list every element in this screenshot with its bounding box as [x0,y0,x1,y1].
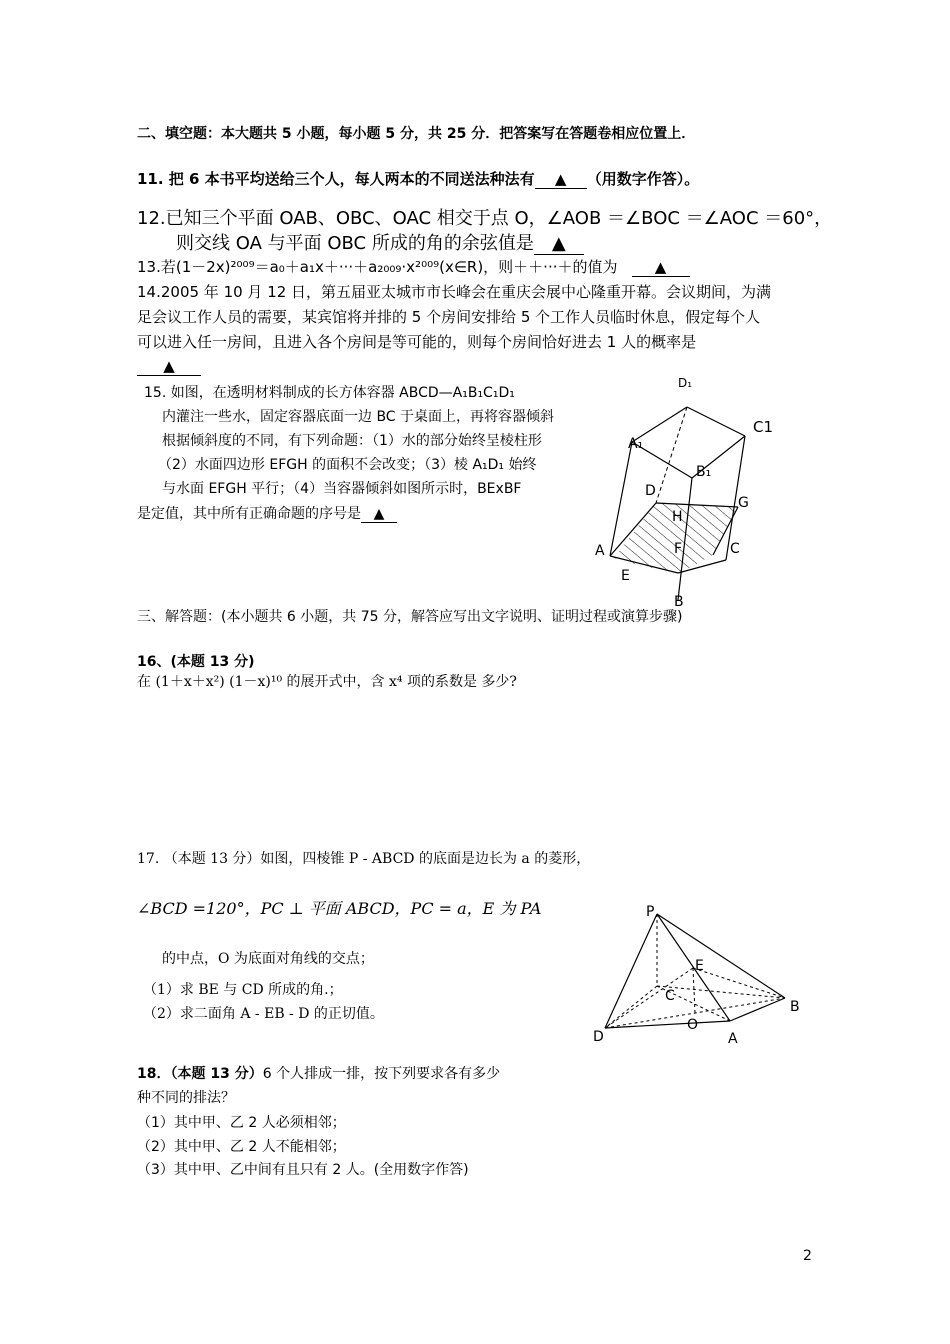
q15-answer-blank: ▲ [361,506,397,523]
label-E: E [695,958,704,974]
question-14-answer [137,357,201,376]
label-B: B [790,999,800,1015]
label-O: O [687,1017,699,1033]
label-E: E [621,568,630,584]
section3-heading: 三、解答题：(本小题共 6 小题，共 75 分，解答应写出文字说明、证明过程或演算步骤) [137,609,683,625]
label-P: P [646,904,655,920]
label-B: B [674,594,684,610]
question-17-line1: 17. （本题 13 分）如图，四棱锥 P - ABCD 的底面是边长为 a 的菱形， [137,851,591,867]
q18-text: 6 个人排成一排，按下列要求各有多少 [262,1066,501,1082]
q15-container-figure [590,370,790,610]
q12-answer-blank: ▲ [534,233,584,255]
label-A1: A₁ [628,436,644,452]
question-18-line2: 种不同的排法？ [137,1090,235,1106]
question-15-line5: 与水面 EFGH 平行；（4）当容器倾斜如图所示时，BExBF [162,481,522,497]
q13-text: 13.若(1－2x)²⁰⁰⁹＝a₀＋a₁x＋···＋a₂₀₀₉·x²⁰⁰⁹(x∈R)，则＋＋···＋的值为 [137,258,618,276]
question-15-line6 [137,503,397,523]
label-D1: D₁ [678,376,693,390]
question-12-line1: 12.已知三个平面 OAB、OBC、OAC 相交于点 O，∠AOB ＝∠BOC ＝∠AOC ＝60°， [137,208,833,229]
hidden-edge-D1-D [656,407,687,503]
question-18-line4: （2）其中甲、乙 2 人不能相邻； [137,1139,346,1155]
edge-P-A [657,914,730,1021]
label-H: H [672,509,683,525]
hidden-edge-E-O [693,968,695,1013]
q11-text-tail: （用数字作答）。 [586,170,700,188]
question-17-line5: （2）求二面角 A - EB - D 的正切值。 [143,1006,384,1022]
question-18-line1 [137,1063,500,1083]
question-18-line3: （1）其中甲、乙 2 人必须相邻； [137,1115,346,1131]
hidden-edge-C-B [657,986,785,998]
q13-answer-blank: ▲ [632,258,690,277]
q12-text: 则交线 OA 与平面 OBC 所成的角的余弦值是 [176,233,534,254]
q11-text: 把 6 本书平均送给三个人，每人两本的不同送法种法有 [163,170,535,188]
question-16-text: 在 (1＋x＋x²) (1－x)¹⁰ 的展开式中，含 x⁴ 项的系数是 多少? [137,674,517,690]
page-number: 2 [803,1248,812,1264]
edge-P-D [605,914,657,1028]
question-17-line3: 的中点，O 为底面对角线的交点； [162,951,374,967]
label-G: G [738,495,749,511]
question-15-line3: 根据倾斜度的不同，有下列命题：（1）水的部分始终呈棱柱形 [162,433,542,449]
label-D: D [593,1029,604,1045]
q18-title: 18．（本题 13 分） [137,1066,263,1082]
label-A: A [728,1031,738,1047]
label-F: F [674,541,683,557]
question-14-line2: 足会议工作人员的需要，某宾馆将并排的 5 个房间安排给 5 个工作人员临时休息，假定每个人 [137,308,761,326]
label-D: D [645,483,656,499]
section2-heading: 二、填空题：本大题共 5 小题，每小题 5 分，共 25 分．把答案写在答题卷相应位置上． [137,126,696,142]
question-16-title: 16、(本题 13 分) [137,654,255,670]
question-17-line2: ∠BCD =120°，PC ⊥ 平面 ABCD，PC = a，E 为 PA [137,899,542,918]
q14-answer-blank: ▲ [137,357,201,376]
question-15-line2: 内灌注一些水，固定容器底面一边 BC 于桌面上，再将容器倾斜 [162,409,555,425]
label-B1: B₁ [696,464,712,480]
question-15-line1: 15. 如图，在透明材料制成的长方体容器 ABCD—A₁B₁C₁D₁ [144,385,515,401]
question-15-line4: （2）水面四边形 EFGH 的面积不会改变；（3）棱 A₁D₁ 始终 [158,457,537,473]
question-14-line1: 14.2005 年 10 月 12 日，第五届亚太城市市长峰会在重庆会展中心隆重开幕。会议期间，为满 [137,283,772,301]
label-C1: C1 [753,418,774,436]
question-12-line2 [176,229,584,255]
edge-D1-C1 [687,407,745,436]
q11-number: 11. [137,170,164,188]
q17-pyramid-figure [585,898,815,1048]
question-11 [137,168,699,189]
q15-text: 是定值，其中所有正确命题的序号是 [137,506,361,522]
question-14-line3: 可以进入任一房间，且进入各个房间是等可能的，则每个房间恰好进去 1 人的概率是 [137,333,697,351]
label-A: A [595,543,605,559]
label-C: C [730,541,740,557]
question-17-line4: （1）求 BE 与 CD 所成的角.； [143,982,343,998]
hidden-edge-E-B [693,968,785,998]
hidden-edge-C-D [605,986,657,1028]
question-13 [137,256,690,277]
label-C: C [665,988,675,1004]
question-18-line5: （3）其中甲、乙中间有且只有 2 人。(全用数字作答) [137,1162,469,1178]
edge-A-B [730,998,785,1021]
edge-P-B [657,914,785,998]
q11-answer-blank: ▲ [535,170,587,189]
